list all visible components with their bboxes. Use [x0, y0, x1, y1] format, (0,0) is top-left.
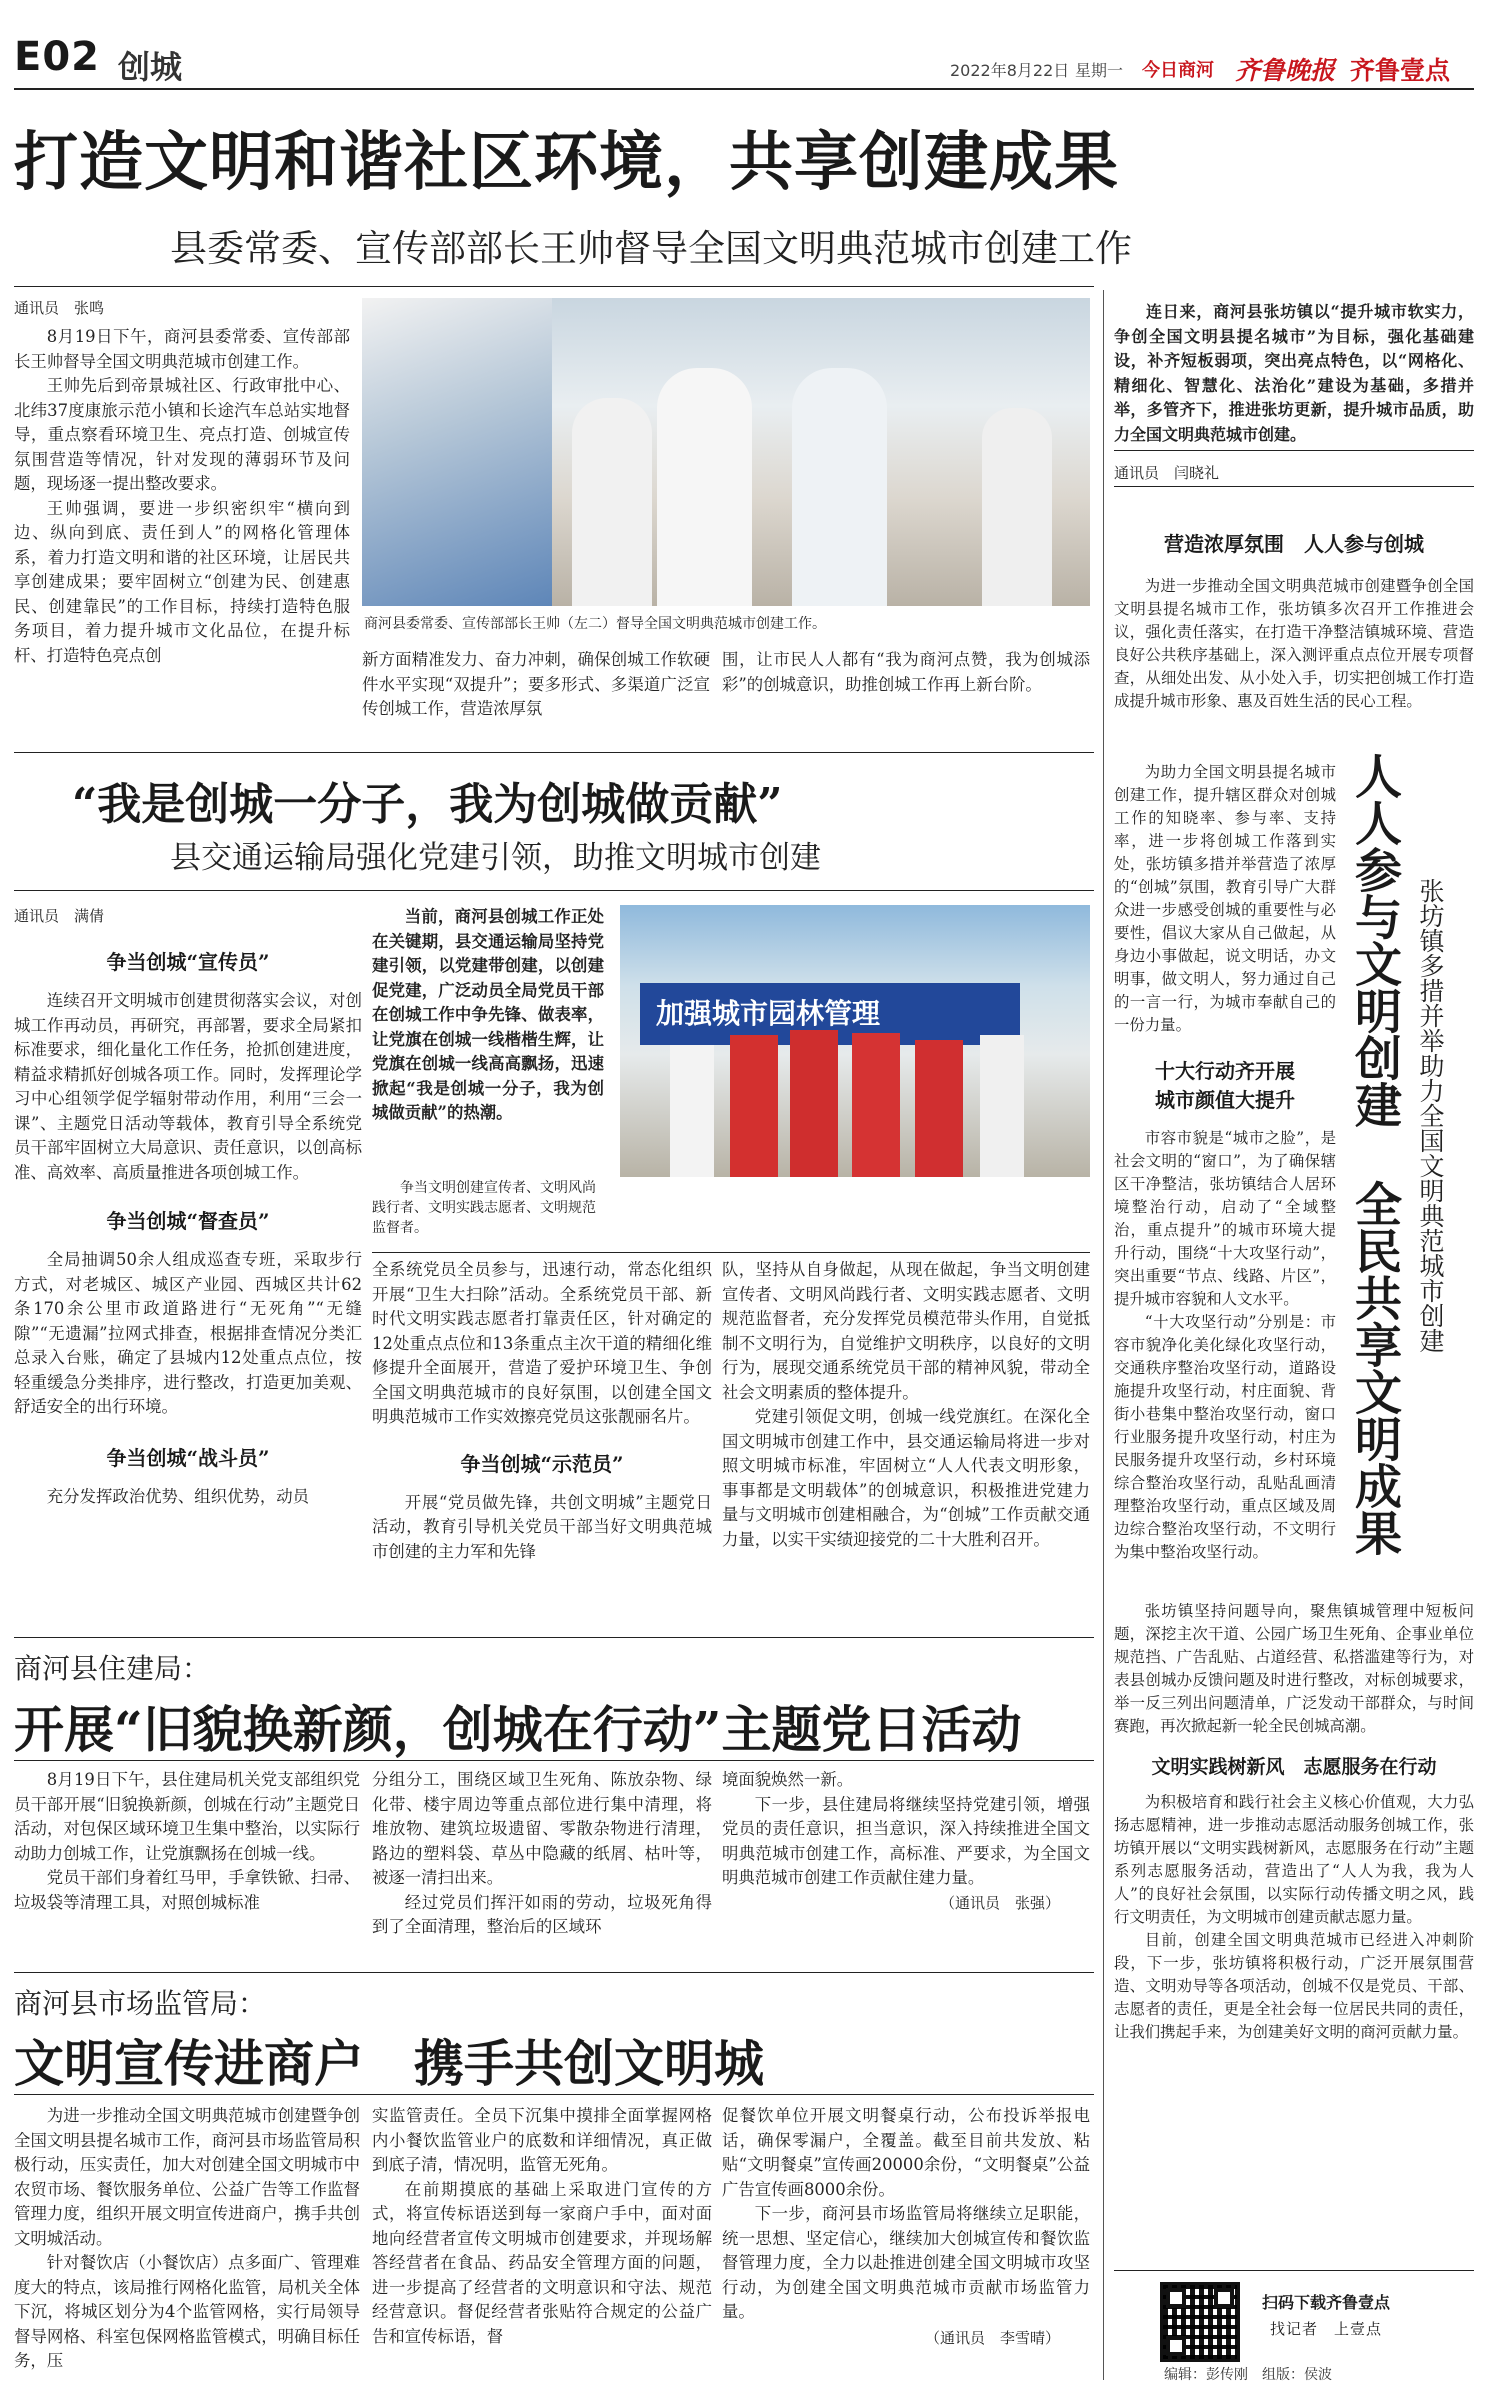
- subheading: 争当创城“督查员”: [106, 1209, 270, 1233]
- paragraph: 张坊镇坚持问题导向，聚焦镇城管理中短板问题，深挖主次干道、公园广场卫生死角、企事业单位规范挡、广告乱贴、占道经营、私搭滥建等行为，对表县创城办反馈问题及时进行整改，对标创城要求，举一反三列出问题清单，广泛发动干部群众，与时间赛跑，再次掀起新一轮全民创城高潮。: [1114, 1602, 1474, 1735]
- article1-photo: [362, 298, 1090, 606]
- article2-subtitle: 县交通运输局强化党建引领，助推文明城市创建: [170, 840, 821, 876]
- subheading: 争当创城“战斗员”: [106, 1445, 270, 1470]
- paragraph: 分组分工，围绕区域卫生死角、陈放杂物、绿化带、楼宇周边等重点部位进行集中清理，将堆放物、建筑垃圾遗留、零散杂物进行清理，路边的塑料袋、草丛中隐藏的纸屑、枯叶等，被逐一清扫出来。: [372, 1770, 712, 1887]
- article4-col3: [722, 2104, 1090, 2351]
- paragraph: 在前期摸底的基础上采取进门宣传的方式，将宣传标语送到每一家商户手中，面对面地向经营者宣传文明城市创建要求，并现场解答经营者在食品、药品安全管理方面的问题，进一步提高了经营者的文明意识和守法、规范经营意识。督促经营者张贴符合规定的公益广告和宣传标语，督: [372, 2179, 712, 2346]
- person: [982, 408, 1052, 606]
- article3-kicker: 商河县住建局：: [14, 1652, 211, 1685]
- article4-col1: [14, 2104, 360, 2374]
- paragraph: 实监管责任。全员下沉集中摸排全面掌握网格内小餐饮监管业户的底数和详细情况，真正做到底子清，情况明，监管无死角。: [372, 2106, 712, 2174]
- paragraph: 针对餐饮店（小餐饮店）点多面广、管理难度大的特点，该局推行网格化监管，局机关全体下沉，将城区划分为4个监管网格，实行局领导督导网格、科室包保网格监管模式，明确目标任务，压: [14, 2253, 360, 2370]
- banner: 加强城市园林管理: [640, 983, 1020, 1045]
- paragraph: 王帅强调，要进一步织密织牢“横向到边、纵向到底、责任到人”的网格化管理体系，着力打造文明和谐的社区环境，让居民共享创建成果；要牢固树立“创建为民、创建惠民、创建靠民”的工作目标，持续打造特色服务项目，着力提升城市文化品位，在提升标杆、打造特色亮点创: [14, 498, 350, 665]
- header-rule: [14, 88, 1474, 90]
- article4-kicker: 商河县市场监管局：: [14, 1987, 267, 2020]
- paragraph: 新方面精准发力、奋力冲刺，确保创城工作软硬件水平实现“双提升”；要多形式、多渠道广泛宣传创城工作，营造浓厚氛: [362, 650, 710, 718]
- article1-rule: [14, 286, 1094, 287]
- article3-title: 开展“旧貌换新颜，创城在行动”主题党日活动: [14, 1700, 1022, 1759]
- article2-col1: [14, 946, 362, 1509]
- paragraph: 队，坚持从自身做起，从现在做起，争当文明创建宣传者、文明风尚践行者、文明实践志愿者、文明规范监督者，充分发挥党员模范带头作用，自觉抵制不文明行为，自觉维护文明秩序，以良好的文明行为，展现交通系统党员干部的精神风貌，带动全社会文明素质的整体提升。: [722, 1260, 1090, 1402]
- sidebar-rule: [1114, 2270, 1474, 2271]
- person: [572, 398, 652, 606]
- article2-col2: [372, 1258, 712, 1564]
- paragraph: 充分发挥政治优势、组织优势，动员: [46, 1486, 310, 1506]
- volunteer: [790, 1030, 838, 1177]
- volunteer: [670, 1045, 714, 1177]
- paragraph: 为进一步推动全国文明典范城市创建暨争创全国文明县提名城市工作，商河县市场监管局积极行动，压实责任，加大对创建全国文明城市中农贸市场、餐饮服务单位、公益广告等工作监督管理力度，组织开展文明宣传进商户，携手共创文明城活动。: [14, 2106, 360, 2248]
- sidebar-lead: [1114, 300, 1474, 447]
- paragraph: 下一步，商河县市场监管局将继续立足职能，统一思想、坚定信心，继续加大创城宣传和餐饮监督管理力度，全力以赴推进创建全国文明城市攻坚行动，为创建全国文明典范城市贡献市场监管力量。: [722, 2204, 1090, 2321]
- paragraph: 8月19日下午，县住建局机关党支部组织党员干部开展“旧貌换新颜，创城在行动”主题党日活动，对包保区域环境卫生集中整治，以实际行动助力创城工作，让党旗飘扬在创城一线。: [14, 1770, 360, 1863]
- paragraph: 为进一步推动全国文明典范城市创建暨争创全国文明县提名城市工作，张坊镇多次召开工作推进会议，强化责任落实，在打造干净整洁镇城环境、营造良好公共秩序基础上，深入测评重点点位开展专项督查，从细处出发、从小处入手，切实把创城工作打造成提升城市形象、惠及百姓生活的民心工程。: [1114, 577, 1474, 710]
- sidebar-subheading: 十大行动齐开展: [1155, 1059, 1295, 1083]
- person: [657, 368, 752, 606]
- paragraph: 市容市貌是“城市之脸”，是社会文明的“窗口”，为了确保辖区干净整洁，张坊镇结合人居环境整治行动，启动了“全域整治，重点提升”的城市环境大提升行动，围绕“十大攻坚行动”，突出重要“节点、线路、片区”，提升城市容貌和人文水平。: [1114, 1129, 1336, 1308]
- qr-code[interactable]: [1160, 2282, 1240, 2362]
- article1-col3: [722, 648, 1090, 697]
- article1-col2: [362, 648, 710, 722]
- volunteer: [852, 1033, 900, 1177]
- page-header: [0, 0, 1488, 88]
- article4-col2: [372, 2104, 712, 2349]
- paragraph: 党员干部们身着红马甲，手拿铁锨、扫帚、垃圾袋等清理工具，对照创城标准: [14, 1868, 360, 1912]
- sidebar-narrow-col: [1114, 761, 1336, 1561]
- person: [792, 368, 887, 606]
- article2-photo: [620, 905, 1090, 1177]
- article2-caption: 争当文明创建宣传者、文明风尚践行者、文明实践志愿者、文明规范监督者。: [372, 1180, 596, 1236]
- subheading: 争当创城“示范员”: [460, 1451, 624, 1476]
- paragraph: 下一步，县住建局将继续坚持党建引领，增强党员的责任意识，担当意识，深入持续推进全国文明典范城市创建工作，高标准、严要求，为全国文明典范城市创建工作贡献住建力量。: [722, 1794, 1090, 1887]
- sidebar-subheading: 文明实践树新风 志愿服务在行动: [1151, 1756, 1437, 1778]
- article3-col3: [722, 1768, 1090, 1915]
- paragraph: 为积极培育和践行社会主义核心价值观，大力弘扬志愿精神，进一步推动志愿活动服务创城工作，张坊镇开展以“文明实践树新风，志愿服务在行动”主题系列志愿服务活动，营造出了“人人为我，我为人人”的良好社会氛围，以实际行动传播文明之风，践行文明责任，为文明城市创建贡献志愿力量。: [1114, 1793, 1474, 1926]
- paragraph: 经过党员们挥汗如雨的劳动，垃圾死角得到了全面清理，整治后的区域环: [372, 1892, 712, 1936]
- article1-col1: [14, 325, 350, 668]
- paragraph: 王帅先后到帝景城社区、行政审批中心、北纬37度康旅示范小镇和长途汽车总站实地督导，重点察看环境卫生、亮点打造、创城宣传氛围营造等情况，针对发现的薄弱环节及问题，现场逐一提出整改要求。: [14, 376, 350, 493]
- column-name: 今日商河: [1142, 60, 1214, 81]
- paragraph: 围，让市民人人都有“我为商河点赞，我为创城添彩”的创城意识，助推创城工作再上新台阶。: [722, 650, 1090, 694]
- article2-lead: [372, 905, 604, 1126]
- sidebar-rule: [1114, 486, 1474, 487]
- column-separator: [1103, 290, 1104, 2380]
- article4-rule: [14, 2094, 1094, 2095]
- paragraph: 开展“党员做先锋，共创文明城”主题党日活动，教育引导机关党员干部当好文明典范城市创建的主力军和先锋: [372, 1492, 712, 1561]
- lead-paragraph: 当前，商河县创城工作正处在关键期，县交通运输局坚持党建引领，以党建带创建，以创建促党建，广泛动员全局党员干部在创城工作中争先锋、做表率，让党旗在创城一线楷楷生辉，让党旗在创城一线高高飘扬，迅速掀起“我是创城一分子，我为创城做贡献”的热潮。: [372, 907, 604, 1122]
- volunteer: [915, 1040, 963, 1177]
- volunteer: [980, 1035, 1024, 1177]
- paragraph: 8月19日下午，商河县委常委、宣传部部长王帅督导全国文明典范城市创建工作。: [14, 327, 350, 371]
- weekday: 星期一: [1075, 61, 1124, 80]
- qr-subtitle: 找记者 上壹点: [1270, 2320, 1383, 2338]
- sidebar-vertical-subtitle: 张坊镇多措并举助力全国文明典范城市创建: [1416, 878, 1445, 1353]
- paragraph: 促餐饮单位开展文明餐桌行动，公布投诉举报电话，确保零漏户，全覆盖。截至目前共发放、粘贴“文明餐桌”宣传画20000余份，“文明餐桌”公益广告宣传画8000余份。: [722, 2106, 1090, 2199]
- article3-rule: [14, 1760, 1094, 1761]
- paragraph: 党建引领促文明，创城一线党旗红。在深化全国文明城市创建工作中，县交通运输局将进一步对照文明城市标准，牢固树立“人人代表文明形象，事事都是文明载体”的创城意识，积极推进党建力量与文明城市创建相融合，为“创城”工作贡献交通力量，以实干实绩迎接党的二十大胜利召开。: [722, 1407, 1090, 1549]
- paragraph: 全系统党员全员参与，迅速行动，常态化组织开展“卫生大扫除”活动。全系统党员干部、新时代文明实践志愿者打靠责任区，针对确定的12处重点点位和13条重点主次干道的精细化维修提升全面展开，营造了爱护环境卫生、争创全国文明典范城市的良好氛围，以创建全国文明典范城市工作实效擦亮党员这张靓丽名片。: [372, 1260, 712, 1426]
- volunteer: [730, 1035, 778, 1177]
- paragraph: 连续召开文明城市创建贯彻落实会议，对创城工作再动员，再研究，再部署，要求全局紧扣标准要求，细化量化工作任务，抢抓创建进度，精益求精抓好创城各项工作。同时，发挥理论学习中心组领学促学辐射带动作用，利用“三会一课”、主题党日活动等载体，教育引导全系统党员干部牢固树立大局意识、责任意识，以创高标准、高效率、高质量推进各项创城工作。: [14, 991, 362, 1182]
- editor-credit: 编辑：彭传刚 组版：侯波: [1164, 2367, 1332, 2383]
- article1-title: 打造文明和谐社区环境，共享创建成果: [14, 125, 1119, 200]
- issue-date: 2022年8月22日: [950, 61, 1070, 80]
- article1-byline: 通讯员 张鸣: [14, 299, 105, 317]
- brand-logo: 齐鲁晚报: [1235, 56, 1336, 85]
- paragraph: 境面貌焕然一新。: [722, 1770, 854, 1789]
- article3-credit: （通讯员 张强）: [939, 1893, 1060, 1912]
- article-divider: [14, 1972, 1094, 1973]
- article4-title: 文明宣传进商户 携手共创文明城: [14, 2034, 764, 2093]
- sidebar-block1: [1114, 575, 1474, 713]
- paragraph: 全局抽调50余人组成巡查专班，采取步行方式，对老城区、城区产业园、西城区共计62条170余公里市政道路进行“无死角”“无缝隙”“无遗漏”拉网式排查，根据排查情况分类汇总录入台账，确定了县城内12处重点点位，按轻重缓急分类排序，进行整改，打造更加美观、舒适安全的出行环境。: [14, 1250, 362, 1416]
- lead-paragraph: 连日来，商河县张坊镇以“提升城市软实力，争创全国文明县提名城市”为目标，强化基础建设，补齐短板弱项，突出亮点特色，以“网格化、精细化、智慧化、法治化”建设为基础，多措并举，多管齐下，推进张坊更新，提升城市品质，助力全国文明典范城市创建。: [1114, 302, 1474, 444]
- sidebar-subheading: 城市颜值大提升: [1155, 1088, 1295, 1112]
- paragraph: 目前，创建全国文明典范城市已经进入冲刺阶段，下一步，张坊镇将积极行动，广泛开展氛围营造、文明劝导等各项活动，创城不仅是党员、干部、志愿者的责任，更是全社会每一位居民共同的责任，让我们携起手来，为创建美好文明的商河贡献力量。: [1114, 1931, 1474, 2041]
- sidebar-subheading: 营造浓厚氛围 人人参与创城: [1164, 532, 1424, 556]
- sidebar-big-headline-2: 全民共享文明成果: [1347, 1180, 1402, 1556]
- sidebar-big-headline-1: 人人参与文明创建: [1347, 752, 1402, 1128]
- article2-byline: 通讯员 满倩: [14, 907, 105, 925]
- paragraph: 为助力全国文明县提名城市创建工作，提升辖区群众对创城工作的知晓率、参与率、支持率，进一步将创城工作落到实处，张坊镇多措并举营造了浓厚的“创城”氛围，教育引导广大群众进一步感受创城的重要性与必要性，倡议大家从自己做起，从身边小事做起，说文明话，办文明事，做文明人，努力通过自己的一言一行，为城市奉献自己的一份力量。: [1114, 763, 1336, 1034]
- paragraph: “十大攻坚行动”分别是：市容市貌净化美化绿化攻坚行动，交通秩序整治攻坚行动，道路设施提升攻坚行动，村庄面貌、背街小巷集中整治攻坚行动，窗口行业服务提升攻坚行动，村庄为民服务提升攻坚行动，乡村环境综合整治攻坚行动，乱贴乱画清理整治攻坚行动，重点区域及周边综合整治攻坚行动，不文明行为集中整治攻坚行动。: [1114, 1313, 1336, 1561]
- article4-credit: （通讯员 李雪晴）: [924, 2328, 1060, 2347]
- article3-col2: [372, 1768, 712, 1940]
- sidebar-wide-col: [1114, 1600, 1474, 2044]
- article2-rule: [14, 890, 1094, 891]
- article2-col3: [722, 1258, 1090, 1552]
- page-number: E02: [14, 34, 100, 80]
- sidebar-byline: 通讯员 闫晓礼: [1114, 464, 1220, 482]
- article-divider: [14, 1637, 1094, 1638]
- article2-title: “我是创城一分子，我为创城做贡献”: [72, 779, 783, 830]
- article-divider: [14, 752, 1094, 753]
- article1-caption: 商河县委常委、宣传部部长王帅（左二）督导全国文明典范城市创建工作。: [364, 616, 826, 632]
- article1-subtitle: 县委常委、宣传部部长王帅督导全国文明典范城市创建工作: [170, 227, 1132, 270]
- section-name: 创城: [118, 48, 183, 86]
- sidebar-rule: [1114, 450, 1474, 451]
- brand-logo-2: 齐鲁壹点: [1350, 56, 1451, 85]
- map-display: [362, 298, 552, 606]
- article2-inner-rule: [372, 1252, 1090, 1253]
- subheading: 争当创城“宣传员”: [106, 950, 270, 974]
- qr-title: 扫码下载齐鲁壹点: [1262, 2293, 1391, 2312]
- article3-col1: [14, 1768, 360, 1915]
